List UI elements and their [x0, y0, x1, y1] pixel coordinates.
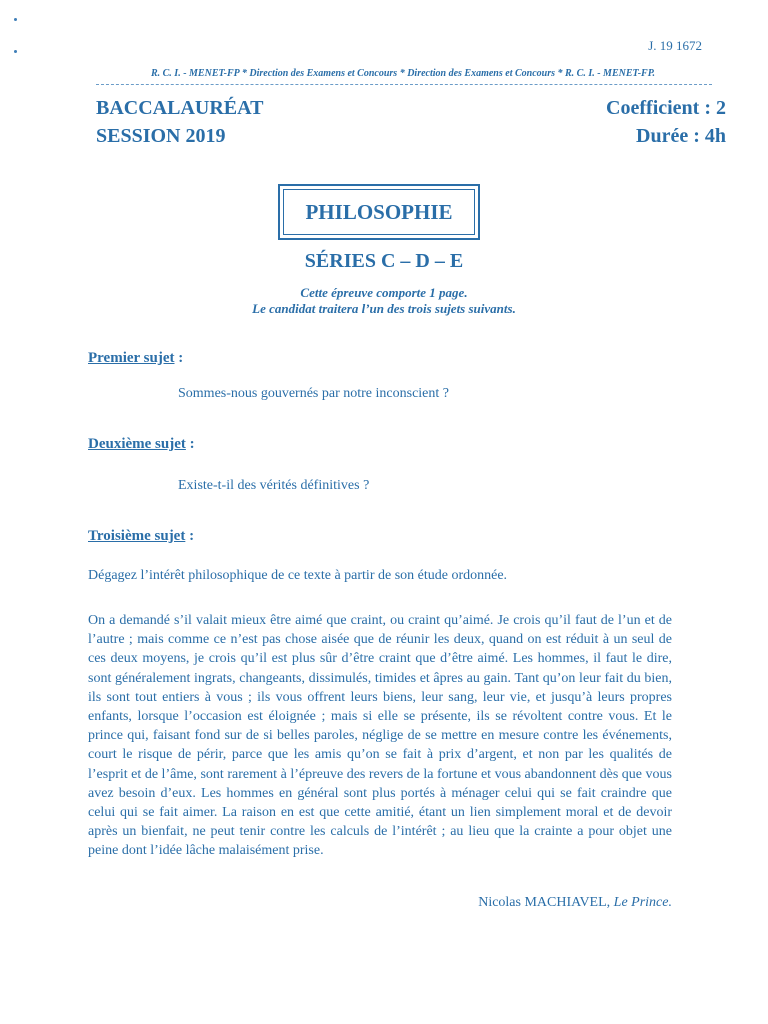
subject-title-box [278, 184, 480, 240]
sujet-2-title [88, 436, 195, 453]
passage-author: Nicolas MACHIAVEL, [478, 895, 611, 910]
sujet-2-question: Existe-t-il des vérités définitives ? [178, 478, 370, 493]
scan-speck [14, 18, 17, 21]
sujet-3-instruction: Dégagez l’intérêt philosophique de ce texte à partir de son étude ordonnée. [88, 568, 508, 583]
exam-header-left [96, 94, 263, 150]
sujet-1-title-text: Premier sujet [88, 350, 175, 366]
sujet-3-passage: On a demandé s’il valait mieux être aimé que craint, ou craint qu’aimé. Je crois qu’il faut de l’un et de l’autre ; mais comme ce n’est pas chose aisée que de réunir les deux, quand on est réduit à un seul de ces deux moyens, je crois qu’il est plus sûr d’être craint que d’être aimé. Les hommes, il faut le dire, sont généralement ingrats, changeants, dissimulés, timides et âpres au gain. Tant qu’on leur fait du bien, ils sont tout entiers à vous ; ils vous offrent leurs biens, leur sang, leur vie, et jusqu’à leurs propres enfants, lorsque l’occasion est éloignée ; mais si elle se présente, ils se révoltent contre vous. Et le prince qui, faisant fond sur de si belles paroles, néglige de se mettre en mesure contre les événements, court le risque de périr, parce que les amis qu’on se fait à prix d’argent, et non par les qualités de l’esprit et de l’âme, sont rarement à l’épreuve des revers de la fortune et vous abandonnent dès que vous avez besoin d’eux. Les hommes en général sont plus portés à ménager celui qui se fait craindre que celui qui se fait aimer. La raison en est que cette amitié, étant un lien simplement moral et de devoir après un bienfait, ne peut tenir contre les calculs de l’intérêt ; au lieu que la crainte a pour objet une peine dont l’idée lâche malaisément prise. [88, 613, 672, 859]
exam-duration: Durée : 4h [636, 125, 726, 147]
sujet-title-colon: : [174, 350, 184, 366]
instruction-line: Le candidat traitera l’un des trois sujets suivants. [252, 301, 516, 316]
scan-speck [14, 50, 17, 53]
sujet-title-colon: : [185, 436, 195, 452]
exam-instructions [0, 285, 768, 317]
issuer-banner: R. C. I. - MENET-FP * Direction des Examens et Concours * Direction des Examens et Concours * R. C. I. - MENET-FP. [150, 68, 656, 79]
passage-work-title: Le Prince. [613, 895, 672, 910]
sujet-title-colon: : [185, 528, 195, 544]
sujet-3-title [88, 528, 194, 545]
sujet-3-title-text: Troisième sujet [88, 528, 186, 544]
document-reference: J. 19 1672 [648, 38, 702, 53]
series-label: SÉRIES C – D – E [304, 250, 464, 272]
sujet-1-title [88, 350, 183, 367]
banner-divider [96, 84, 712, 85]
exam-session: SESSION 2019 [96, 125, 226, 147]
exam-name: BACCALAURÉAT [96, 97, 264, 119]
exam-coefficient: Coefficient : 2 [606, 97, 726, 119]
sujet-1-question: Sommes-nous gouvernés par notre inconscient ? [178, 386, 449, 401]
exam-header-right [606, 94, 726, 150]
passage-attribution [478, 895, 672, 911]
sujet-2-title-text: Deuxième sujet [88, 436, 186, 452]
subject-title: PHILOSOPHIE [305, 199, 453, 224]
instruction-line: Cette épreuve comporte 1 page. [300, 285, 468, 300]
